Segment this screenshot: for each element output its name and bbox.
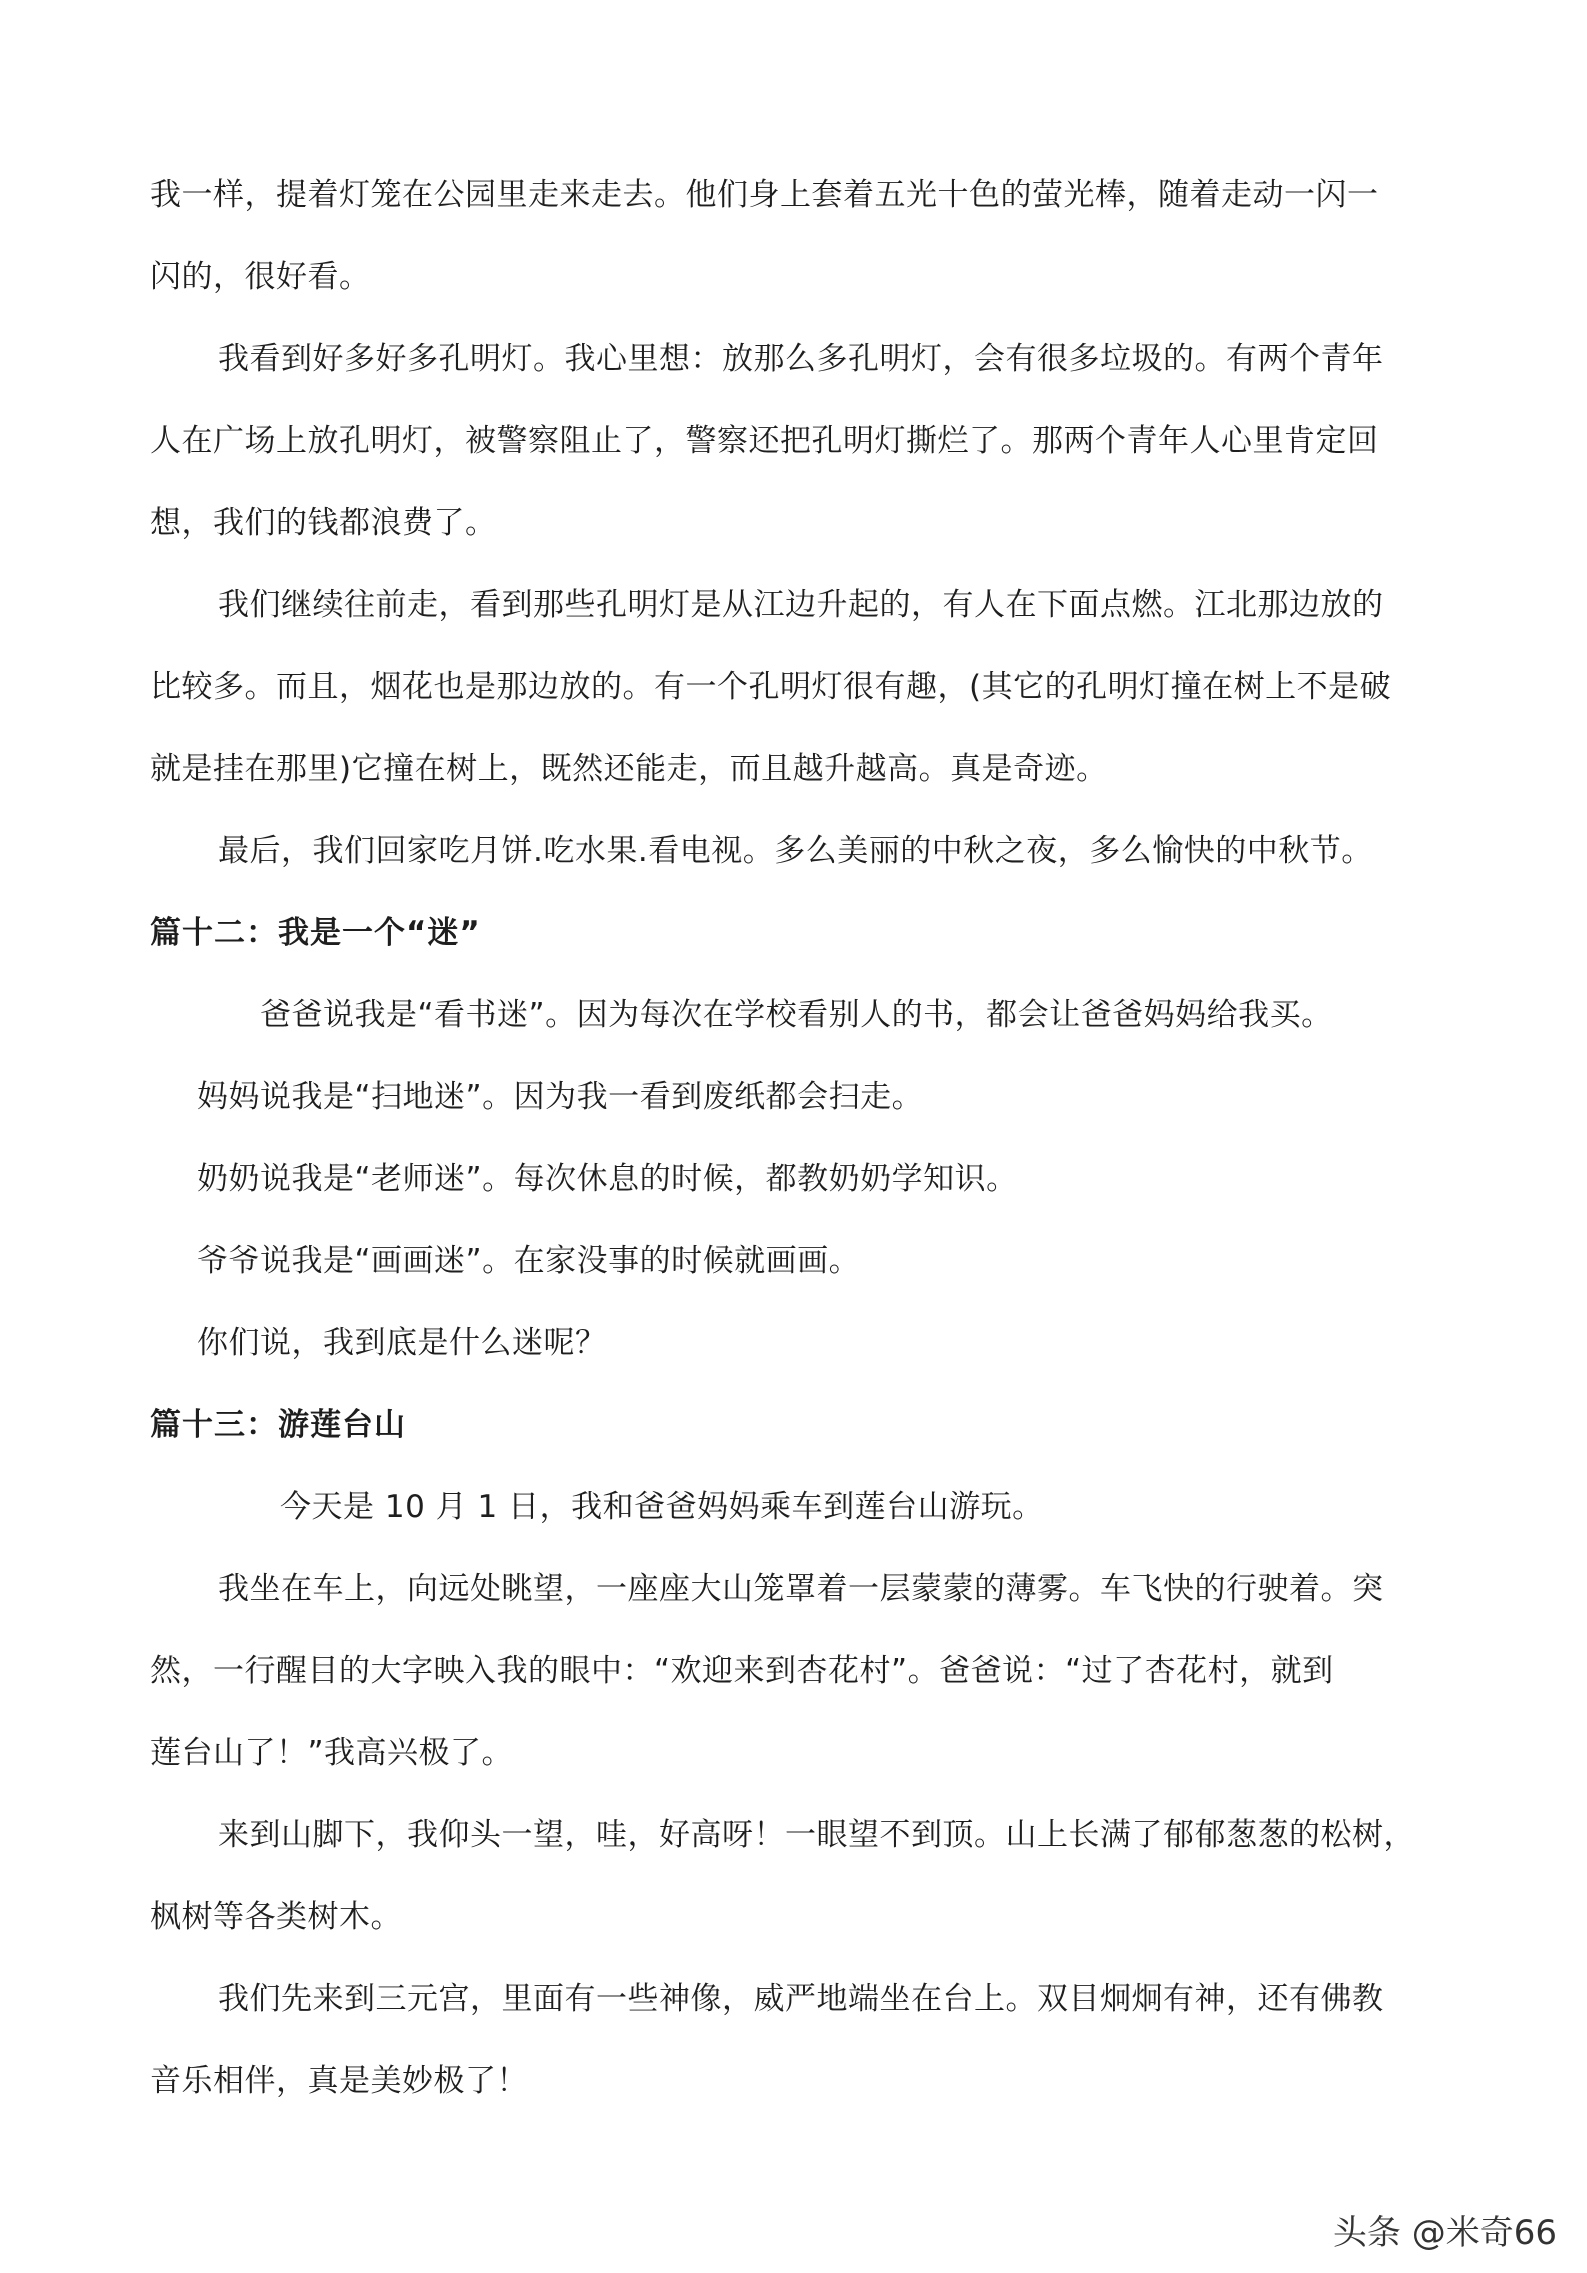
paragraph-line: 来到山脚下，我仰头一望，哇，好高呀！一眼望不到顶。山上长满了郁郁葱葱的松树， <box>218 1817 1415 1853</box>
paragraph-line: 我们先来到三元宫，里面有一些神像，威严地端坐在台上。双目炯炯有神，还有佛教 <box>218 1981 1384 2017</box>
paragraph-line: 想，我们的钱都浪费了。 <box>150 505 497 541</box>
paragraph-line: 就是挂在那里)它撞在树上，既然还能走，而且越升越高。真是奇迹。 <box>150 751 1108 787</box>
paragraph-line: 我看到好多好多孔明灯。我心里想：放那么多孔明灯，会有很多垃圾的。有两个青年 <box>218 341 1384 377</box>
paragraph-line: 我坐在车上，向远处眺望，一座座大山笼罩着一层蒙蒙的薄雾。车飞快的行驶着。突 <box>218 1571 1384 1607</box>
watermark-label: 头条 @米奇66 <box>1332 2213 1557 2253</box>
paragraph-line: 人在广场上放孔明灯，被警察阻止了，警察还把孔明灯撕烂了。那两个青年人心里肯定回 <box>150 423 1379 459</box>
paragraph-line: 妈妈说我是“扫地迷”。因为我一看到废纸都会扫走。 <box>197 1079 924 1115</box>
paragraph-line: 爷爷说我是“画画迷”。在家没事的时候就画画。 <box>197 1243 861 1279</box>
section-heading: 篇十二：我是一个“迷” <box>150 915 481 951</box>
paragraph-line: 闪的，很好看。 <box>150 259 371 295</box>
paragraph-line: 你们说，我到底是什么迷呢？ <box>197 1325 607 1361</box>
paragraph-line: 奶奶说我是“老师迷”。每次休息的时候，都教奶奶学知识。 <box>197 1161 1018 1197</box>
paragraph-line: 音乐相伴，真是美妙极了！ <box>150 2063 528 2099</box>
section-heading: 篇十三：游莲台山 <box>150 1407 406 1443</box>
paragraph-line: 最后，我们回家吃月饼.吃水果.看电视。多么美丽的中秋之夜，多么愉快的中秋节。 <box>218 833 1373 869</box>
paragraph-line: 今天是 10 月 1 日，我和爸爸妈妈乘车到莲台山游玩。 <box>280 1489 1044 1525</box>
paragraph-line: 比较多。而且，烟花也是那边放的。有一个孔明灯很有趣，(其它的孔明灯撞在树上不是破 <box>150 669 1392 705</box>
paragraph-line: 然，一行醒目的大字映入我的眼中：“欢迎来到杏花村”。爸爸说：“过了杏花村，就到 <box>150 1653 1334 1689</box>
paragraph-line: 我一样，提着灯笼在公园里走来走去。他们身上套着五光十色的萤光棒，随着走动一闪一 <box>150 177 1379 213</box>
paragraph-line: 爸爸说我是“看书迷”。因为每次在学校看别人的书，都会让爸爸妈妈给我买。 <box>260 997 1333 1033</box>
paragraph-line: 枫树等各类树木。 <box>150 1899 402 1935</box>
paragraph-line: 我们继续往前走，看到那些孔明灯是从江边升起的，有人在下面点燃。江北那边放的 <box>218 587 1384 623</box>
paragraph-line: 莲台山了！”我高兴极了。 <box>150 1735 514 1771</box>
